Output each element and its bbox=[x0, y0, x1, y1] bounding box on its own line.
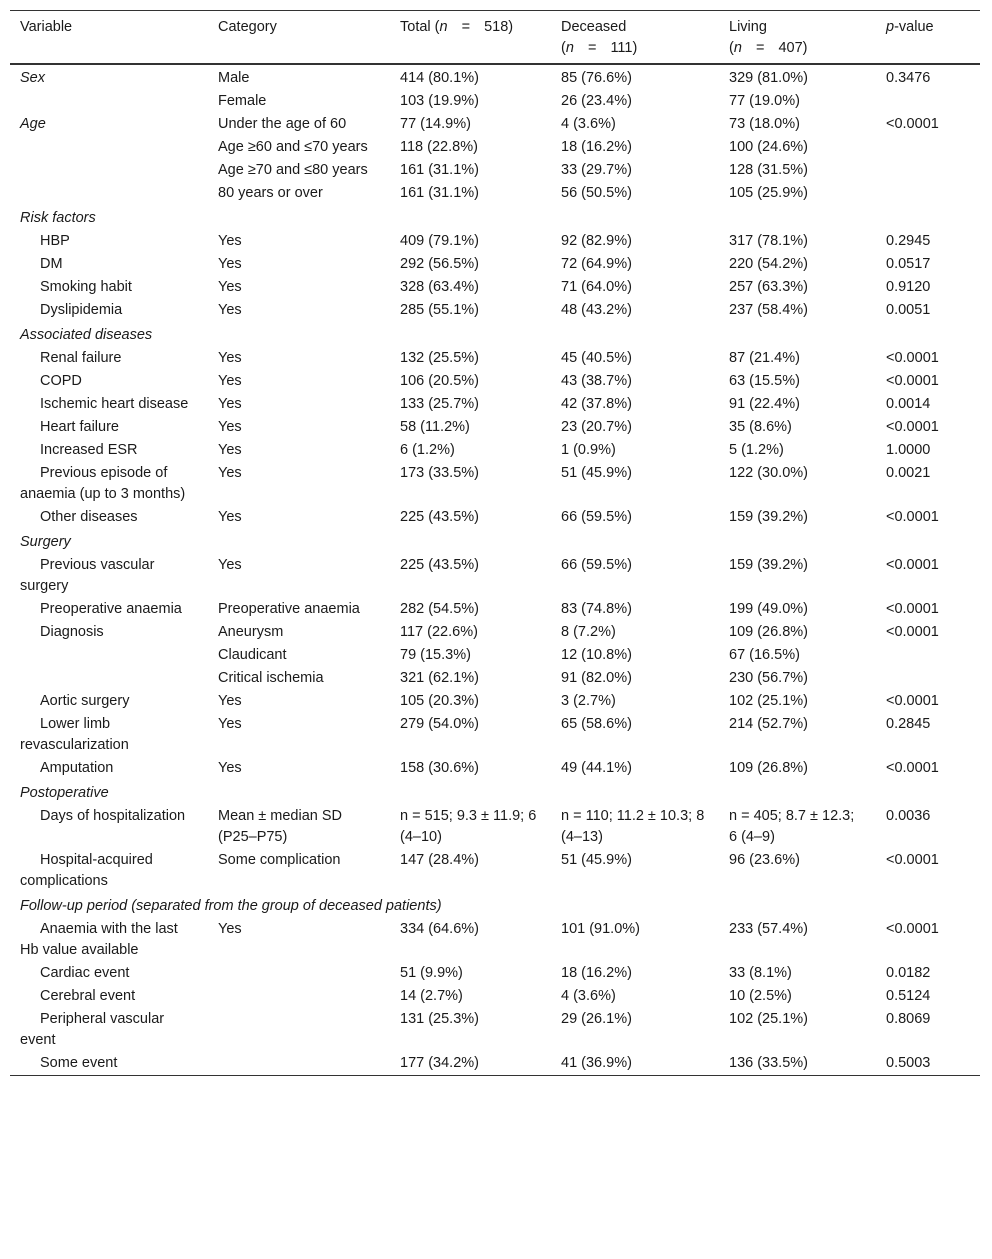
cell-deceased: 33 (29.7%) bbox=[561, 162, 632, 178]
table-row bbox=[10, 136, 980, 159]
table-row bbox=[10, 805, 980, 849]
cell-p-value: <0.0001 bbox=[886, 557, 939, 573]
cell-deceased: n = 110; 11.2 ± 10.3; 8 (4–13) bbox=[561, 808, 705, 845]
cell-category: Yes bbox=[218, 419, 242, 435]
cell-deceased: 18 (16.2%) bbox=[561, 139, 632, 155]
cell-deceased: 65 (58.6%) bbox=[561, 716, 632, 732]
cell-variable: Increased ESR bbox=[40, 442, 138, 458]
cell-deceased: 92 (82.9%) bbox=[561, 233, 632, 249]
section-row bbox=[10, 780, 980, 805]
data-table-container bbox=[10, 10, 980, 1076]
table-row bbox=[10, 253, 980, 276]
table-row bbox=[10, 690, 980, 713]
cell-living: 77 (19.0%) bbox=[729, 93, 800, 109]
cell-living: 257 (63.3%) bbox=[729, 279, 808, 295]
cell-living: 35 (8.6%) bbox=[729, 419, 792, 435]
cell-category: Preoperative anaemia bbox=[218, 601, 360, 617]
cell-total: 321 (62.1%) bbox=[400, 670, 479, 686]
table-row bbox=[10, 439, 980, 462]
cell-total: 161 (31.1%) bbox=[400, 162, 479, 178]
cell-deceased: 8 (7.2%) bbox=[561, 624, 616, 640]
cell-total: 77 (14.9%) bbox=[400, 116, 471, 132]
cell-p-value: 0.2945 bbox=[886, 233, 931, 249]
cell-living: 237 (58.4%) bbox=[729, 302, 808, 318]
section-row bbox=[10, 322, 980, 347]
cell-living: 159 (39.2%) bbox=[729, 509, 808, 525]
cell-living: 233 (57.4%) bbox=[729, 921, 808, 937]
cell-variable: Smoking habit bbox=[40, 279, 132, 295]
cell-p-value: 0.0517 bbox=[886, 256, 931, 272]
cell-deceased: 41 (36.9%) bbox=[561, 1055, 632, 1071]
cell-p-value: 0.0036 bbox=[886, 808, 931, 824]
section-row bbox=[10, 205, 980, 230]
cell-variable: Some event bbox=[40, 1055, 118, 1071]
cell-category: Aneurysm bbox=[218, 624, 284, 640]
cell-p-value: <0.0001 bbox=[886, 509, 939, 525]
cell-deceased: 23 (20.7%) bbox=[561, 419, 632, 435]
cell-total: 158 (30.6%) bbox=[400, 760, 479, 776]
cell-variable: DM bbox=[40, 256, 63, 272]
cell-deceased: 71 (64.0%) bbox=[561, 279, 632, 295]
cell-category: Yes bbox=[218, 350, 242, 366]
cell-deceased: 43 (38.7%) bbox=[561, 373, 632, 389]
cell-deceased: 4 (3.6%) bbox=[561, 116, 616, 132]
cell-deceased: 56 (50.5%) bbox=[561, 185, 632, 201]
table-header bbox=[10, 11, 980, 65]
cell-p-value: <0.0001 bbox=[886, 419, 939, 435]
cell-total: 177 (34.2%) bbox=[400, 1055, 479, 1071]
cell-deceased: 85 (76.6%) bbox=[561, 70, 632, 86]
cell-p-value bbox=[876, 667, 980, 690]
cell-total: 292 (56.5%) bbox=[400, 256, 479, 272]
section-label-risk-factors: Risk factors bbox=[20, 210, 96, 226]
cell-variable: COPD bbox=[40, 373, 82, 389]
table-row bbox=[10, 393, 980, 416]
cell-variable: Heart failure bbox=[40, 419, 119, 435]
cell-p-value: <0.0001 bbox=[886, 350, 939, 366]
cell-p-value: <0.0001 bbox=[886, 624, 939, 640]
section-label-age: Age bbox=[20, 116, 46, 132]
cell-total: 328 (63.4%) bbox=[400, 279, 479, 295]
cell-living: 33 (8.1%) bbox=[729, 965, 792, 981]
cell-deceased: 12 (10.8%) bbox=[561, 647, 632, 663]
cell-total: 132 (25.5%) bbox=[400, 350, 479, 366]
table-row bbox=[10, 416, 980, 439]
cell-variable: Previous vascular surgery bbox=[20, 557, 155, 594]
cell-category: Some complication bbox=[218, 852, 341, 868]
cell-variable: Previous episode of anaemia (up to 3 months) bbox=[20, 465, 186, 502]
cell-category: Male bbox=[218, 70, 250, 86]
cell-category: Yes bbox=[218, 442, 242, 458]
table-row bbox=[10, 1008, 980, 1052]
cell-category: Mean ± median SD (P25–P75) bbox=[218, 808, 343, 845]
cell-p-value: <0.0001 bbox=[886, 760, 939, 776]
cell-deceased: 66 (59.5%) bbox=[561, 509, 632, 525]
cell-variable: Diagnosis bbox=[40, 624, 104, 640]
cell-total: 279 (54.0%) bbox=[400, 716, 479, 732]
cell-variable: Aortic surgery bbox=[40, 693, 130, 709]
header-total: Total (n = 518) bbox=[400, 19, 514, 35]
cell-p-value: 0.5003 bbox=[886, 1055, 931, 1071]
table-row bbox=[10, 276, 980, 299]
header-row bbox=[10, 11, 980, 65]
cell-living: 87 (21.4%) bbox=[729, 350, 800, 366]
cell-variable: Hospital-acquired complications bbox=[20, 852, 153, 889]
table-row bbox=[10, 849, 980, 893]
cell-p-value: 0.0014 bbox=[886, 396, 931, 412]
cell-deceased: 3 (2.7%) bbox=[561, 693, 616, 709]
table-row bbox=[10, 644, 980, 667]
cell-category: Yes bbox=[218, 760, 242, 776]
cell-total: 409 (79.1%) bbox=[400, 233, 479, 249]
cell-living: 329 (81.0%) bbox=[729, 70, 808, 86]
cell-category: Yes bbox=[218, 233, 242, 249]
cell-p-value: <0.0001 bbox=[886, 852, 939, 868]
cell-total: 414 (80.1%) bbox=[400, 70, 479, 86]
cell-category: Critical ischemia bbox=[218, 670, 324, 686]
table-row bbox=[10, 159, 980, 182]
cell-p-value: <0.0001 bbox=[886, 921, 939, 937]
table-row bbox=[10, 230, 980, 253]
cell-total: 334 (64.6%) bbox=[400, 921, 479, 937]
cell-variable bbox=[10, 136, 208, 159]
cell-variable bbox=[10, 644, 208, 667]
section-label-follow-up: Follow-up period (separated from the group of deceased patients) bbox=[20, 898, 442, 914]
table-row bbox=[10, 90, 980, 113]
cell-category: Yes bbox=[218, 716, 242, 732]
cell-total: 51 (9.9%) bbox=[400, 965, 463, 981]
cell-variable bbox=[10, 159, 208, 182]
cell-living: 63 (15.5%) bbox=[729, 373, 800, 389]
section-label-postoperative: Postoperative bbox=[20, 785, 109, 801]
section-row bbox=[10, 893, 980, 918]
cell-living: 122 (30.0%) bbox=[729, 465, 808, 481]
cell-total: 118 (22.8%) bbox=[400, 139, 478, 155]
cell-p-value: <0.0001 bbox=[886, 116, 939, 132]
cell-category bbox=[208, 1008, 390, 1052]
cell-living: 10 (2.5%) bbox=[729, 988, 792, 1004]
cell-deceased: 91 (82.0%) bbox=[561, 670, 632, 686]
section-label-associated-diseases: Associated diseases bbox=[20, 327, 153, 343]
cell-category: Yes bbox=[218, 921, 242, 937]
cell-total: 106 (20.5%) bbox=[400, 373, 479, 389]
cell-p-value: 0.0021 bbox=[886, 465, 931, 481]
table-row bbox=[10, 554, 980, 598]
cell-deceased: 4 (3.6%) bbox=[561, 988, 616, 1004]
cell-variable: Preoperative anaemia bbox=[40, 601, 182, 617]
cell-living: n = 405; 8.7 ± 12.3; 6 (4–9) bbox=[729, 808, 855, 845]
cell-p-value bbox=[876, 136, 980, 159]
table-row bbox=[10, 370, 980, 393]
cell-p-value: 0.0051 bbox=[886, 302, 931, 318]
cell-category: Yes bbox=[218, 256, 242, 272]
cell-total: 285 (55.1%) bbox=[400, 302, 479, 318]
cell-living: 91 (22.4%) bbox=[729, 396, 800, 412]
table-row bbox=[10, 621, 980, 644]
table-row bbox=[10, 713, 980, 757]
cell-deceased: 51 (45.9%) bbox=[561, 852, 632, 868]
cell-variable: Other diseases bbox=[40, 509, 138, 525]
cell-category: Age ≥70 and ≤80 years bbox=[218, 162, 368, 178]
cell-total: 131 (25.3%) bbox=[400, 1011, 479, 1027]
cell-living: 199 (49.0%) bbox=[729, 601, 808, 617]
cell-p-value: 0.9120 bbox=[886, 279, 931, 295]
cell-living: 102 (25.1%) bbox=[729, 1011, 808, 1027]
cell-total: 161 (31.1%) bbox=[400, 185, 479, 201]
cell-living: 105 (25.9%) bbox=[729, 185, 808, 201]
section-label-surgery: Surgery bbox=[20, 534, 71, 550]
cell-living: 136 (33.5%) bbox=[729, 1055, 808, 1071]
cell-total: 14 (2.7%) bbox=[400, 988, 463, 1004]
cell-p-value: 0.5124 bbox=[886, 988, 931, 1004]
header-deceased: Deceased (n = 111) bbox=[561, 19, 638, 56]
cell-variable: Anaemia with the last Hb value available bbox=[20, 921, 178, 958]
cell-living: 100 (24.6%) bbox=[729, 139, 808, 155]
cell-living: 102 (25.1%) bbox=[729, 693, 808, 709]
cell-deceased: 29 (26.1%) bbox=[561, 1011, 632, 1027]
cell-deceased: 26 (23.4%) bbox=[561, 93, 632, 109]
cell-deceased: 101 (91.0%) bbox=[561, 921, 640, 937]
cell-variable bbox=[10, 182, 208, 205]
header-category: Category bbox=[218, 19, 277, 35]
table-row bbox=[10, 182, 980, 205]
cell-variable: Cardiac event bbox=[40, 965, 130, 981]
cell-total: 103 (19.9%) bbox=[400, 93, 479, 109]
cell-total: 133 (25.7%) bbox=[400, 396, 479, 412]
cell-living: 5 (1.2%) bbox=[729, 442, 784, 458]
cell-living: 317 (78.1%) bbox=[729, 233, 808, 249]
cell-deceased: 48 (43.2%) bbox=[561, 302, 632, 318]
cell-total: 79 (15.3%) bbox=[400, 647, 471, 663]
cell-category: Yes bbox=[218, 396, 242, 412]
cell-p-value: <0.0001 bbox=[886, 601, 939, 617]
patient-characteristics-table bbox=[10, 10, 980, 1076]
cell-total: n = 515; 9.3 ± 11.9; 6 (4–10) bbox=[400, 808, 537, 845]
cell-category: Yes bbox=[218, 509, 242, 525]
table-row bbox=[10, 757, 980, 780]
table-row bbox=[10, 667, 980, 690]
cell-variable: Peripheral vascular event bbox=[20, 1011, 165, 1048]
cell-living: 67 (16.5%) bbox=[729, 647, 800, 663]
table-row bbox=[10, 64, 980, 90]
header-variable: Variable bbox=[20, 19, 73, 35]
cell-total: 6 (1.2%) bbox=[400, 442, 455, 458]
table-row bbox=[10, 506, 980, 529]
cell-category bbox=[208, 962, 390, 985]
cell-category: Yes bbox=[218, 373, 242, 389]
table-body bbox=[10, 64, 980, 1076]
cell-deceased: 83 (74.8%) bbox=[561, 601, 632, 617]
cell-total: 105 (20.3%) bbox=[400, 693, 479, 709]
cell-p-value: 0.8069 bbox=[886, 1011, 931, 1027]
cell-variable bbox=[10, 667, 208, 690]
cell-p-value bbox=[876, 90, 980, 113]
cell-variable: Days of hospitalization bbox=[40, 808, 186, 824]
cell-living: 96 (23.6%) bbox=[729, 852, 800, 868]
cell-deceased: 51 (45.9%) bbox=[561, 465, 632, 481]
cell-category: Yes bbox=[218, 557, 242, 573]
table-row bbox=[10, 1052, 980, 1076]
header-p-value: p-value bbox=[886, 19, 934, 35]
cell-deceased: 1 (0.9%) bbox=[561, 442, 616, 458]
cell-total: 147 (28.4%) bbox=[400, 852, 479, 868]
cell-category: Yes bbox=[218, 302, 242, 318]
cell-variable bbox=[10, 90, 208, 113]
cell-living: 159 (39.2%) bbox=[729, 557, 808, 573]
cell-variable: Lower limb revascularization bbox=[20, 716, 129, 753]
cell-p-value: <0.0001 bbox=[886, 373, 939, 389]
cell-living: 214 (52.7%) bbox=[729, 716, 808, 732]
table-row bbox=[10, 918, 980, 962]
cell-total: 282 (54.5%) bbox=[400, 601, 479, 617]
cell-total: 58 (11.2%) bbox=[400, 419, 470, 435]
cell-deceased: 18 (16.2%) bbox=[561, 965, 632, 981]
cell-living: 230 (56.7%) bbox=[729, 670, 808, 686]
cell-category: Claudicant bbox=[218, 647, 287, 663]
cell-p-value: <0.0001 bbox=[886, 693, 939, 709]
cell-category: Age ≥60 and ≤70 years bbox=[218, 139, 368, 155]
cell-category: Yes bbox=[218, 279, 242, 295]
table-row bbox=[10, 985, 980, 1008]
cell-variable: Ischemic heart disease bbox=[40, 396, 189, 412]
cell-category bbox=[208, 1052, 390, 1076]
cell-category: Under the age of 60 bbox=[218, 116, 347, 132]
cell-variable: Renal failure bbox=[40, 350, 122, 366]
cell-deceased: 45 (40.5%) bbox=[561, 350, 632, 366]
cell-p-value bbox=[876, 644, 980, 667]
cell-p-value: 1.0000 bbox=[886, 442, 931, 458]
cell-living: 220 (54.2%) bbox=[729, 256, 808, 272]
cell-deceased: 42 (37.8%) bbox=[561, 396, 632, 412]
cell-p-value: 0.3476 bbox=[886, 70, 931, 86]
cell-deceased: 49 (44.1%) bbox=[561, 760, 632, 776]
cell-p-value bbox=[876, 182, 980, 205]
cell-living: 128 (31.5%) bbox=[729, 162, 808, 178]
header-living: Living (n = 407) bbox=[729, 19, 808, 56]
cell-living: 109 (26.8%) bbox=[729, 624, 808, 640]
cell-category: Yes bbox=[218, 465, 242, 481]
table-row bbox=[10, 462, 980, 506]
cell-variable: Cerebral event bbox=[40, 988, 136, 1004]
cell-p-value: 0.2845 bbox=[886, 716, 931, 732]
cell-total: 225 (43.5%) bbox=[400, 557, 479, 573]
cell-total: 225 (43.5%) bbox=[400, 509, 479, 525]
cell-deceased: 66 (59.5%) bbox=[561, 557, 632, 573]
cell-living: 109 (26.8%) bbox=[729, 760, 808, 776]
cell-p-value: 0.0182 bbox=[886, 965, 931, 981]
cell-total: 173 (33.5%) bbox=[400, 465, 479, 481]
cell-category: Female bbox=[218, 93, 267, 109]
cell-variable: Dyslipidemia bbox=[40, 302, 123, 318]
table-row bbox=[10, 962, 980, 985]
table-row bbox=[10, 347, 980, 370]
cell-living: 73 (18.0%) bbox=[729, 116, 800, 132]
cell-category: Yes bbox=[218, 693, 242, 709]
table-row bbox=[10, 113, 980, 136]
cell-total: 117 (22.6%) bbox=[400, 624, 478, 640]
table-row bbox=[10, 299, 980, 322]
section-row bbox=[10, 529, 980, 554]
cell-deceased: 72 (64.9%) bbox=[561, 256, 632, 272]
cell-variable: Amputation bbox=[40, 760, 114, 776]
cell-variable: HBP bbox=[40, 233, 70, 249]
cell-category: 80 years or over bbox=[218, 185, 323, 201]
table-row bbox=[10, 598, 980, 621]
cell-p-value bbox=[876, 159, 980, 182]
cell-category bbox=[208, 985, 390, 1008]
section-label-sex: Sex bbox=[20, 70, 45, 86]
